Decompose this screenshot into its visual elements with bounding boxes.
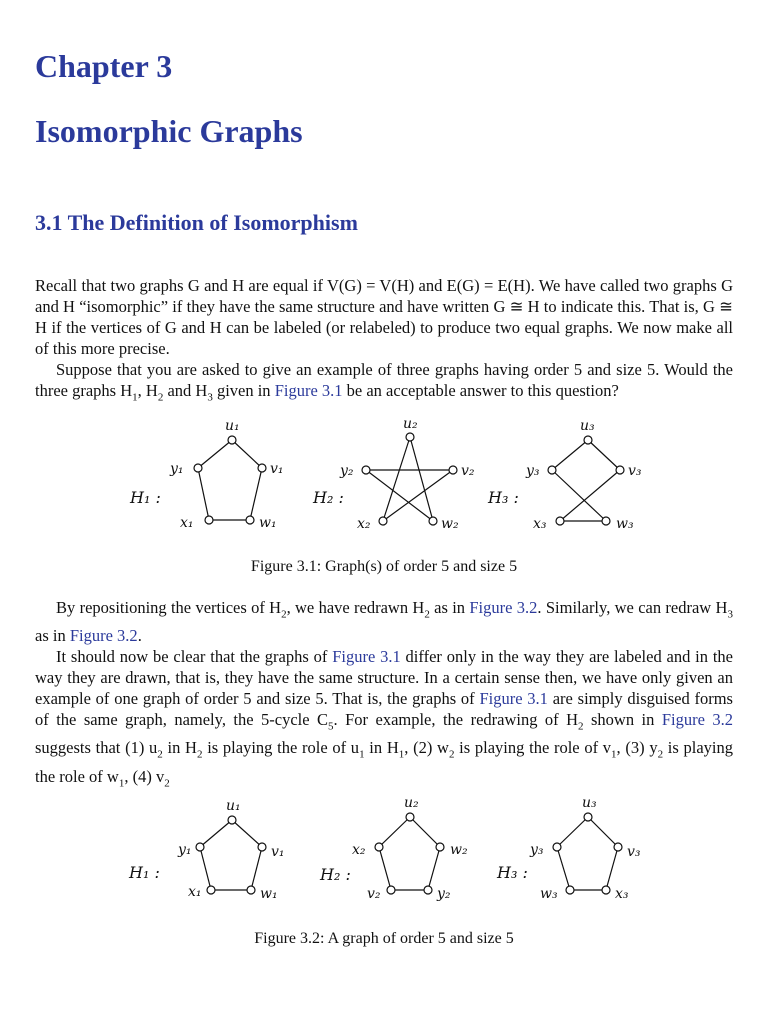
vertex-u3 xyxy=(584,436,592,444)
svg-text:x₃: x₃ xyxy=(615,886,629,902)
svg-text:v₂: v₂ xyxy=(461,463,475,479)
vertex-y1 xyxy=(194,464,202,472)
vertex-x2 xyxy=(379,517,387,525)
svg-text:v₂: v₂ xyxy=(367,886,381,902)
svg-text:w₃: w₃ xyxy=(540,886,558,902)
svg-text:H₂ :: H₂ : xyxy=(313,488,344,507)
vertex-u2 xyxy=(406,433,414,441)
vertex-v2 xyxy=(449,466,457,474)
svg-text:v₁: v₁ xyxy=(270,461,284,477)
graph-h2 xyxy=(312,416,475,532)
svg-text:w₁: w₁ xyxy=(259,515,277,531)
figure-3-1-link[interactable]: Figure 3.1 xyxy=(274,381,343,400)
svg-text:u₁: u₁ xyxy=(225,418,240,434)
graph-h3-redrawn xyxy=(496,795,641,902)
svg-text:u₃: u₃ xyxy=(580,418,595,434)
svg-text:y₁: y₁ xyxy=(178,842,192,858)
svg-text:H₁ :: H₁ : xyxy=(130,488,161,507)
graph-h1 xyxy=(129,418,284,531)
vertex-v1 xyxy=(258,464,266,472)
vertex-y3 xyxy=(548,466,556,474)
svg-text:H₂ :: H₂ : xyxy=(320,865,351,884)
svg-text:w₃: w₃ xyxy=(616,516,634,532)
svg-text:x₁: x₁ xyxy=(180,515,194,531)
graph-h3 xyxy=(487,418,642,532)
vertex-u1 xyxy=(228,436,236,444)
figure-3-2-caption: Figure 3.2: A graph of order 5 and size 5 xyxy=(254,930,514,947)
svg-text:w₂: w₂ xyxy=(450,842,468,858)
svg-text:u₃: u₃ xyxy=(582,795,597,811)
svg-text:H₃ :: H₃ : xyxy=(497,863,528,882)
chapter-title: Isomorphic Graphs xyxy=(35,113,303,149)
section-heading: 3.1 The Definition of Isomorphism xyxy=(35,210,358,235)
svg-text:u₂: u₂ xyxy=(403,416,418,432)
svg-text:v₁: v₁ xyxy=(271,844,285,860)
vertex-w2 xyxy=(429,517,437,525)
vertex-v3 xyxy=(616,466,624,474)
svg-text:x₃: x₃ xyxy=(533,516,547,532)
svg-text:w₂: w₂ xyxy=(441,516,459,532)
svg-text:y₂: y₂ xyxy=(437,886,451,902)
chapter-heading: Chapter 3 xyxy=(35,48,173,84)
svg-text:w₁: w₁ xyxy=(260,886,278,902)
graph-h1-redrawn xyxy=(128,798,285,902)
svg-text:y₁: y₁ xyxy=(170,461,184,477)
figure-3-1-caption: Figure 3.1: Graph(s) of order 5 and size 5 xyxy=(250,558,518,575)
vertex-y2 xyxy=(362,466,370,474)
vertex-w3 xyxy=(602,517,610,525)
paragraph-4: It should now be clear that the graphs of Figure 3.1 differ only in the way they are labeled and in the way they are drawn, that is, they have the same structure. In a certain sense then, we have only given an example of one graph of order 5 and size 5. That is, the graphs of Figure 3.1 are simply disguised forms of the same graph, namely, the 5-cycle $C_5$. For example, the redrawing of $H_2$ shown in Figure 3.2 suggests that (1) $u_2$ in $H_2$ is playing the role of $u_1$ in $H_1$, (2) $w_2$ is playing the role of $v_1$, (3) $y_2$ is playing the role of $w_1$, (4) $v_2$ xyxy=(35,647,734,789)
svg-text:v₃: v₃ xyxy=(628,463,642,479)
figure-3-1 xyxy=(0,415,768,550)
svg-text:u₂: u₂ xyxy=(404,795,419,811)
svg-text:H₃ :: H₃ : xyxy=(488,488,519,507)
svg-text:u₁: u₁ xyxy=(226,798,241,814)
vertex-x3 xyxy=(556,517,564,525)
svg-text:y₃: y₃ xyxy=(530,842,544,858)
paragraph-2: Suppose that you are asked to give an example of three graphs having order 5 and size 5. Would the three graphs $H_1$, $H_2$ and $H_3$ given in Figure 3.1 be an acceptable answer to this question? xyxy=(35,360,733,404)
svg-text:x₂: x₂ xyxy=(352,842,366,858)
figure-3-2 xyxy=(0,792,768,912)
svg-text:x₁: x₁ xyxy=(188,884,202,900)
svg-text:y₂: y₂ xyxy=(340,463,354,479)
figure-3-2-link[interactable]: Figure 3.2 xyxy=(469,598,538,617)
svg-text:H₁ :: H₁ : xyxy=(129,863,160,882)
svg-text:x₂: x₂ xyxy=(357,516,371,532)
graph-h2-redrawn xyxy=(319,795,468,902)
figure-3-1-link[interactable]: Figure 3.1 xyxy=(479,689,548,708)
figure-3-2-link[interactable]: Figure 3.2 xyxy=(69,626,138,646)
vertex-x1 xyxy=(205,516,213,524)
figure-3-2-link[interactable]: Figure 3.2 xyxy=(661,710,733,729)
svg-text:v₃: v₃ xyxy=(627,844,641,860)
svg-text:y₃: y₃ xyxy=(526,463,540,479)
figure-3-1-link[interactable]: Figure 3.1 xyxy=(332,647,401,666)
vertex-w1 xyxy=(246,516,254,524)
paragraph-3: By repositioning the vertices of $H_2$, we have redrawn $H_2$ as in Figure 3.2. Similarly, we can redraw $H_3$ as in Figure 3.2. xyxy=(35,598,733,646)
paragraph-1: Recall that two graphs G and H are equal if V(G) = V(H) and E(G) = E(H). We have called two graphs G and H “isomorphic” if they have the same structure and have written G ≅ H to indicate this. That is, G ≅ H if the vertices of G and H can be labeled (or relabeled) to produce two equal graphs. We now make all of this more precise. xyxy=(35,276,733,358)
